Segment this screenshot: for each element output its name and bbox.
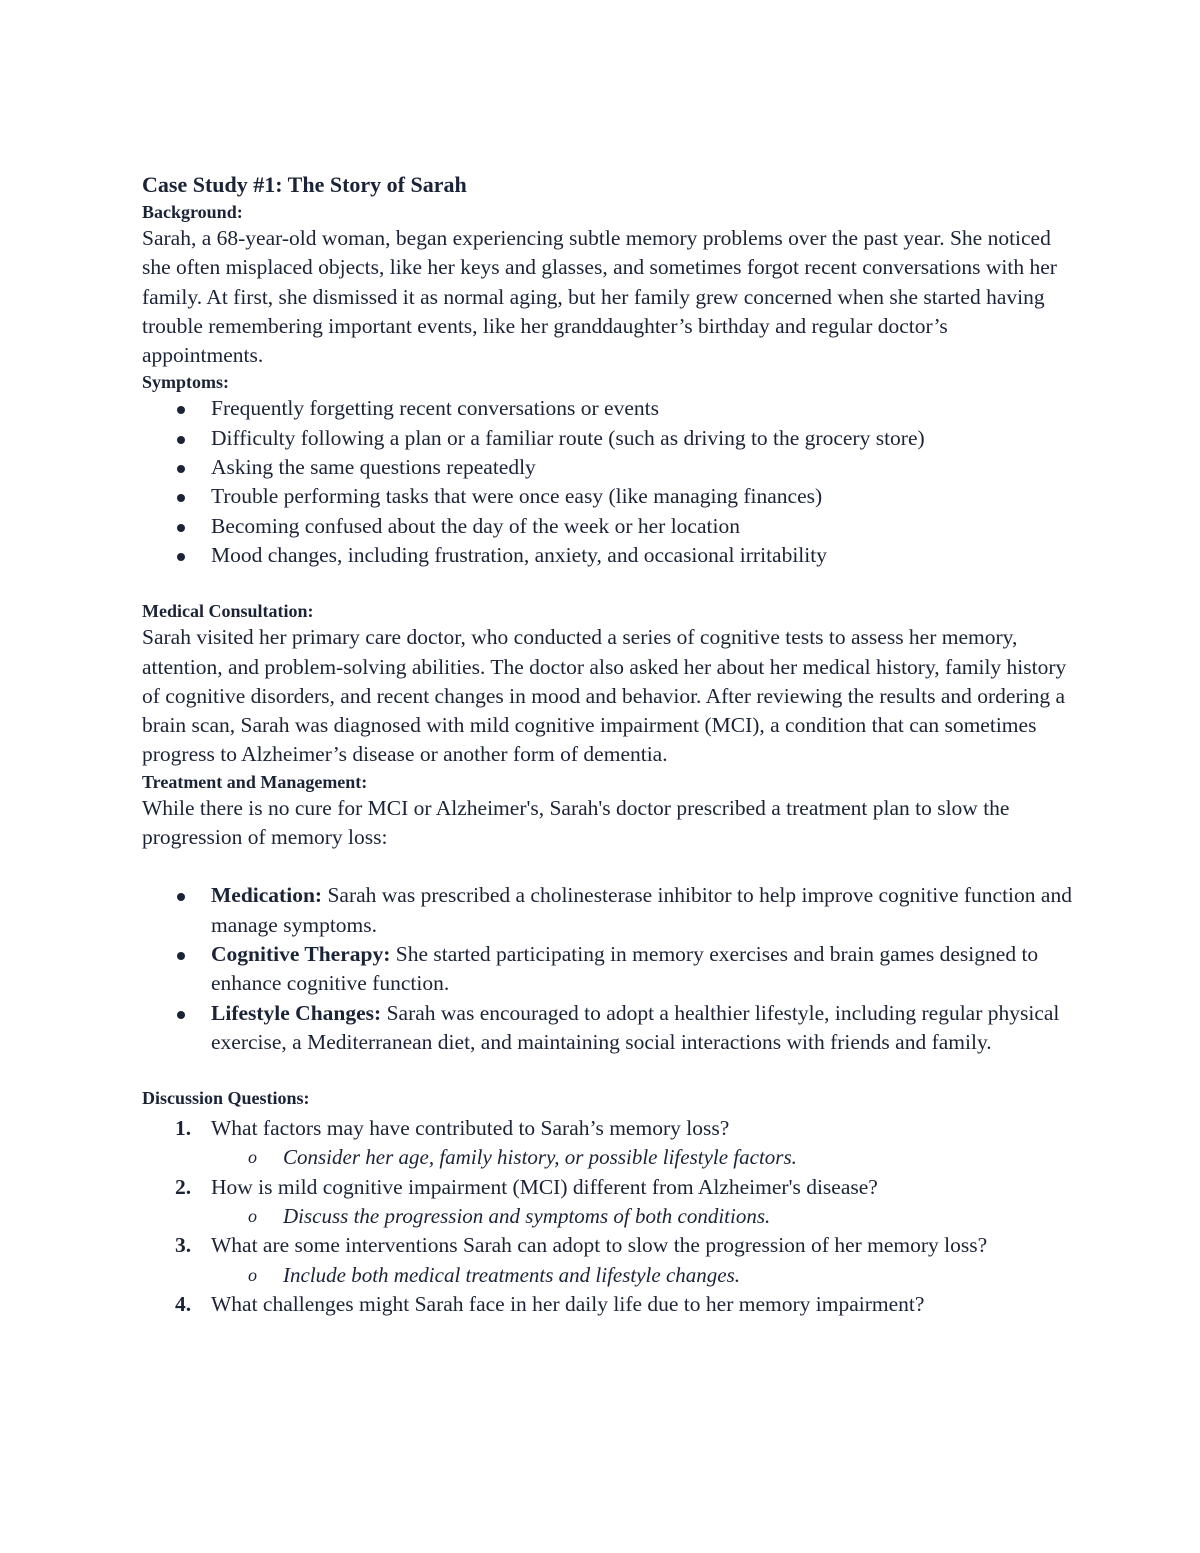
hint-bullet-icon: o: [248, 1264, 257, 1285]
background-paragraph: Sarah, a 68-year-old woman, began experiencing subtle memory problems over the past year. She noticed she often misplaced objects, like her keys and glasses, and sometimes forgot recent conversations with her family. At first, she dismissed it as normal aging, but her family grew concerned when she started having trouble remembering important events, like her granddaughter’s birthday and regular doctor’s appointments.: [142, 226, 1057, 368]
hint-bullet-icon: o: [248, 1147, 257, 1168]
treatment-heading: Treatment and Management:: [142, 771, 368, 792]
bullet-icon: [177, 1011, 185, 1019]
hint-text: Discuss the progression and symptoms of both conditions.: [283, 1204, 771, 1229]
background-heading: Background:: [142, 202, 243, 222]
hint-text: Include both medical treatments and lifestyle changes.: [283, 1262, 741, 1287]
question-text: What challenges might Sarah face in her daily life due to her memory impairment?: [211, 1291, 925, 1316]
question-hint: [142, 1143, 1072, 1172]
bullet-icon: [177, 553, 185, 561]
symptom-text: Asking the same questions repeatedly: [211, 455, 536, 480]
spacer: [142, 1057, 1072, 1086]
symptoms-heading: Symptoms:: [142, 372, 230, 393]
treatment-lead: Cognitive Therapy:: [211, 941, 391, 966]
consultation-paragraph: Sarah visited her primary care doctor, who conducted a series of cognitive tests to assess her memory, attention, and problem-solving abilities. The doctor also asked her about her medical history, family history of cognitive disorders, and recent changes in mood and behavior. After reviewing the results and ordering a brain scan, Sarah was diagnosed with mild cognitive impairment (MCI), a condition that can sometimes progress to Alzheimer’s disease or another form of dementia.: [142, 625, 1067, 767]
spacer: [142, 852, 1072, 881]
symptom-item: [142, 512, 1072, 541]
bullet-icon: [177, 494, 185, 502]
question-item: [142, 1231, 1072, 1290]
symptom-text: Frequently forgetting recent conversations or events: [211, 396, 659, 421]
question-number: 2.: [175, 1174, 192, 1199]
symptom-item: [142, 453, 1072, 482]
bullet-icon: [177, 524, 185, 532]
treatment-text: Sarah was encouraged to adopt a healthier lifestyle, including regular physical exercise, a Mediterranean diet, and maintaining social interactions with friends and family.: [211, 1000, 1060, 1054]
question-number: 3.: [175, 1233, 192, 1258]
symptom-item: [142, 541, 1072, 570]
treatment-item: [142, 940, 1072, 999]
discussion-heading: Discussion Questions:: [142, 1088, 310, 1109]
question-hint: [142, 1202, 1072, 1231]
symptom-item: [142, 394, 1072, 423]
document-page: [142, 170, 1072, 1319]
question-text: What are some interventions Sarah can adopt to slow the progression of her memory loss?: [211, 1233, 988, 1258]
bullet-icon: [177, 893, 185, 901]
treatment-lead: Medication:: [211, 883, 323, 908]
question-text: How is mild cognitive impairment (MCI) different from Alzheimer's disease?: [211, 1174, 878, 1199]
bullet-icon: [177, 952, 185, 960]
symptoms-list: [142, 394, 1072, 570]
bullet-icon: [177, 465, 185, 473]
symptom-item: [142, 482, 1072, 511]
consultation-heading: Medical Consultation:: [142, 601, 314, 622]
question-item: [142, 1290, 1072, 1319]
symptom-text: Becoming confused about the day of the week or her location: [211, 513, 740, 538]
hint-bullet-icon: o: [248, 1206, 257, 1227]
treatment-item: [142, 999, 1072, 1058]
treatment-lead: Lifestyle Changes:: [211, 1000, 382, 1025]
question-number: 1.: [175, 1116, 192, 1141]
question-number: 4.: [175, 1291, 192, 1316]
treatment-intro: While there is no cure for MCI or Alzheimer's, Sarah's doctor prescribed a treatment plan to slow the progression of memory loss:: [142, 795, 1010, 850]
symptom-text: Mood changes, including frustration, anxiety, and occasional irritability: [211, 542, 827, 567]
question-item: [142, 1173, 1072, 1232]
symptom-text: Difficulty following a plan or a familiar route (such as driving to the grocery store): [211, 425, 925, 450]
treatment-text: She started participating in memory exercises and brain games designed to enhance cognitive function.: [211, 941, 1039, 996]
treatment-list: [142, 881, 1072, 1057]
question-item: [142, 1114, 1072, 1173]
bullet-icon: [177, 406, 185, 414]
treatment-item: [142, 881, 1072, 940]
question-hint: [142, 1261, 1072, 1290]
hint-text: Consider her age, family history, or possible lifestyle factors.: [283, 1145, 797, 1170]
treatment-text: Sarah was prescribed a cholinesterase inhibitor to help improve cognitive function and manage symptoms.: [211, 883, 1072, 937]
symptom-text: Trouble performing tasks that were once easy (like managing finances): [211, 484, 823, 509]
document-title: Case Study #1: The Story of Sarah: [142, 172, 467, 197]
question-text: What factors may have contributed to Sarah’s memory loss?: [211, 1116, 730, 1141]
spacer: [142, 570, 1072, 599]
bullet-icon: [177, 436, 185, 444]
discussion-list: [142, 1114, 1072, 1319]
symptom-item: [142, 424, 1072, 453]
